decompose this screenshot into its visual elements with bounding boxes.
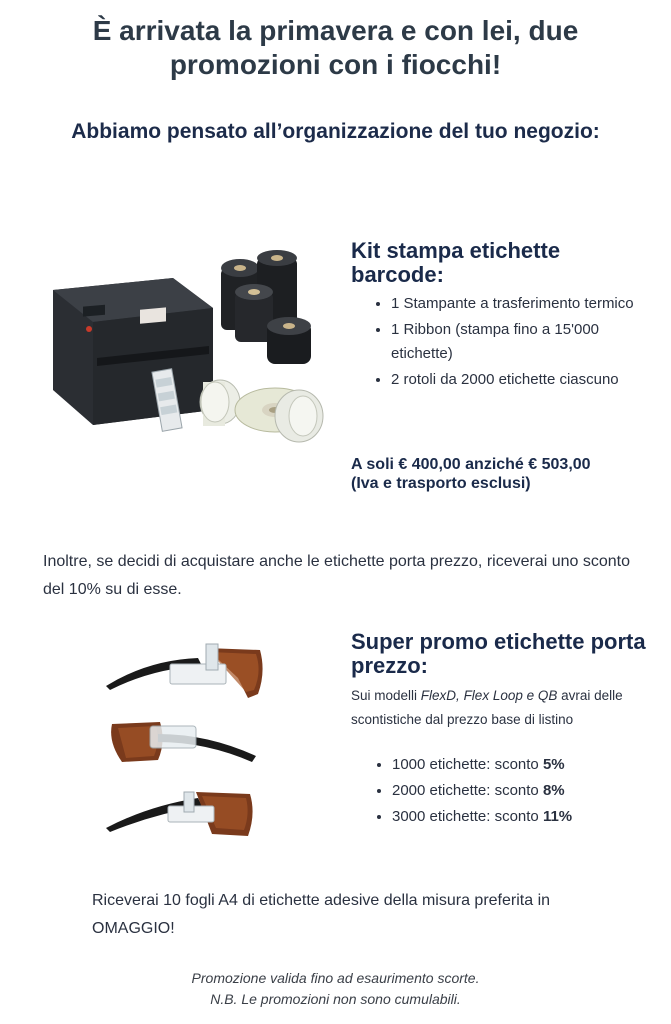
kit-title: Kit stampa etichette barcode: [351, 238, 561, 287]
list-item: • 1 Ribbon (stampa fino a 15'000 etichette) [391, 318, 661, 366]
price-note: (Iva e trasporto esclusi) [351, 475, 531, 492]
price-line: A soli € 400,00 anziché € 503,00 [351, 456, 591, 473]
promo-tier-list [372, 753, 662, 831]
list-item: • 2000 etichette: sconto 8% [392, 779, 662, 803]
footer-line: N.B. Le promozioni non sono cumulabili. [210, 991, 461, 1007]
promo-intro-prefix: Sui modelli [351, 688, 421, 703]
printer-icon [53, 278, 213, 425]
promo-title: Super promo etichette porta prezzo: [351, 629, 646, 678]
footer-line: Promozione valida fino ad esaurimento scorte. [191, 970, 480, 986]
list-item: • 3000 etichette: sconto 11% [392, 805, 662, 829]
eyeglasses-icon [106, 644, 263, 698]
label-printer-image [45, 250, 345, 450]
model-flex-loop: Flex Loop [463, 688, 523, 703]
eyeglasses-icon [111, 722, 256, 762]
promo-intro [351, 684, 651, 732]
eyeglasses-price-tag-image [98, 638, 268, 838]
list-item: • 1 Stampante a trasferimento termico [391, 292, 661, 316]
ribbon-roll-icon [267, 317, 311, 364]
extra-discount-text: Inoltre, se decidi di acquistare anche le etichette porta prezzo, riceverai uno sconto del 10% su di esse. [43, 553, 630, 598]
promo-sep: e [522, 688, 538, 703]
model-qb: QB [537, 688, 558, 703]
discount-value: 5% [542, 756, 565, 773]
kit-price [351, 455, 651, 493]
gift-text: Riceverai 10 fogli A4 di etichette adesive della misura preferita in OMAGGIO! [92, 892, 551, 937]
promo-intro-suffix: avrai delle scontistiche dal prezzo base di listino [351, 688, 623, 727]
footer-note [100, 968, 571, 1010]
eyeglasses-icon [106, 792, 253, 836]
list-item: • 2 rotoli da 2000 etichette ciascuno [391, 368, 661, 392]
label-roll-icon [200, 380, 240, 426]
kit-feature-list [371, 292, 661, 394]
discount-value: 8% [542, 782, 565, 799]
promo-sep: , [456, 688, 464, 703]
page-title: È arrivata la primavera e con lei, due promozioni con i fiocchi! [92, 15, 579, 80]
label-roll-icon [275, 390, 323, 442]
list-item: • 1000 etichette: sconto 5% [392, 753, 662, 777]
model-flexd: FlexD [420, 688, 457, 703]
discount-value: 11% [542, 808, 573, 825]
page-subtitle: Abbiamo pensato all’organizzazione del tuo negozio: [71, 120, 600, 143]
